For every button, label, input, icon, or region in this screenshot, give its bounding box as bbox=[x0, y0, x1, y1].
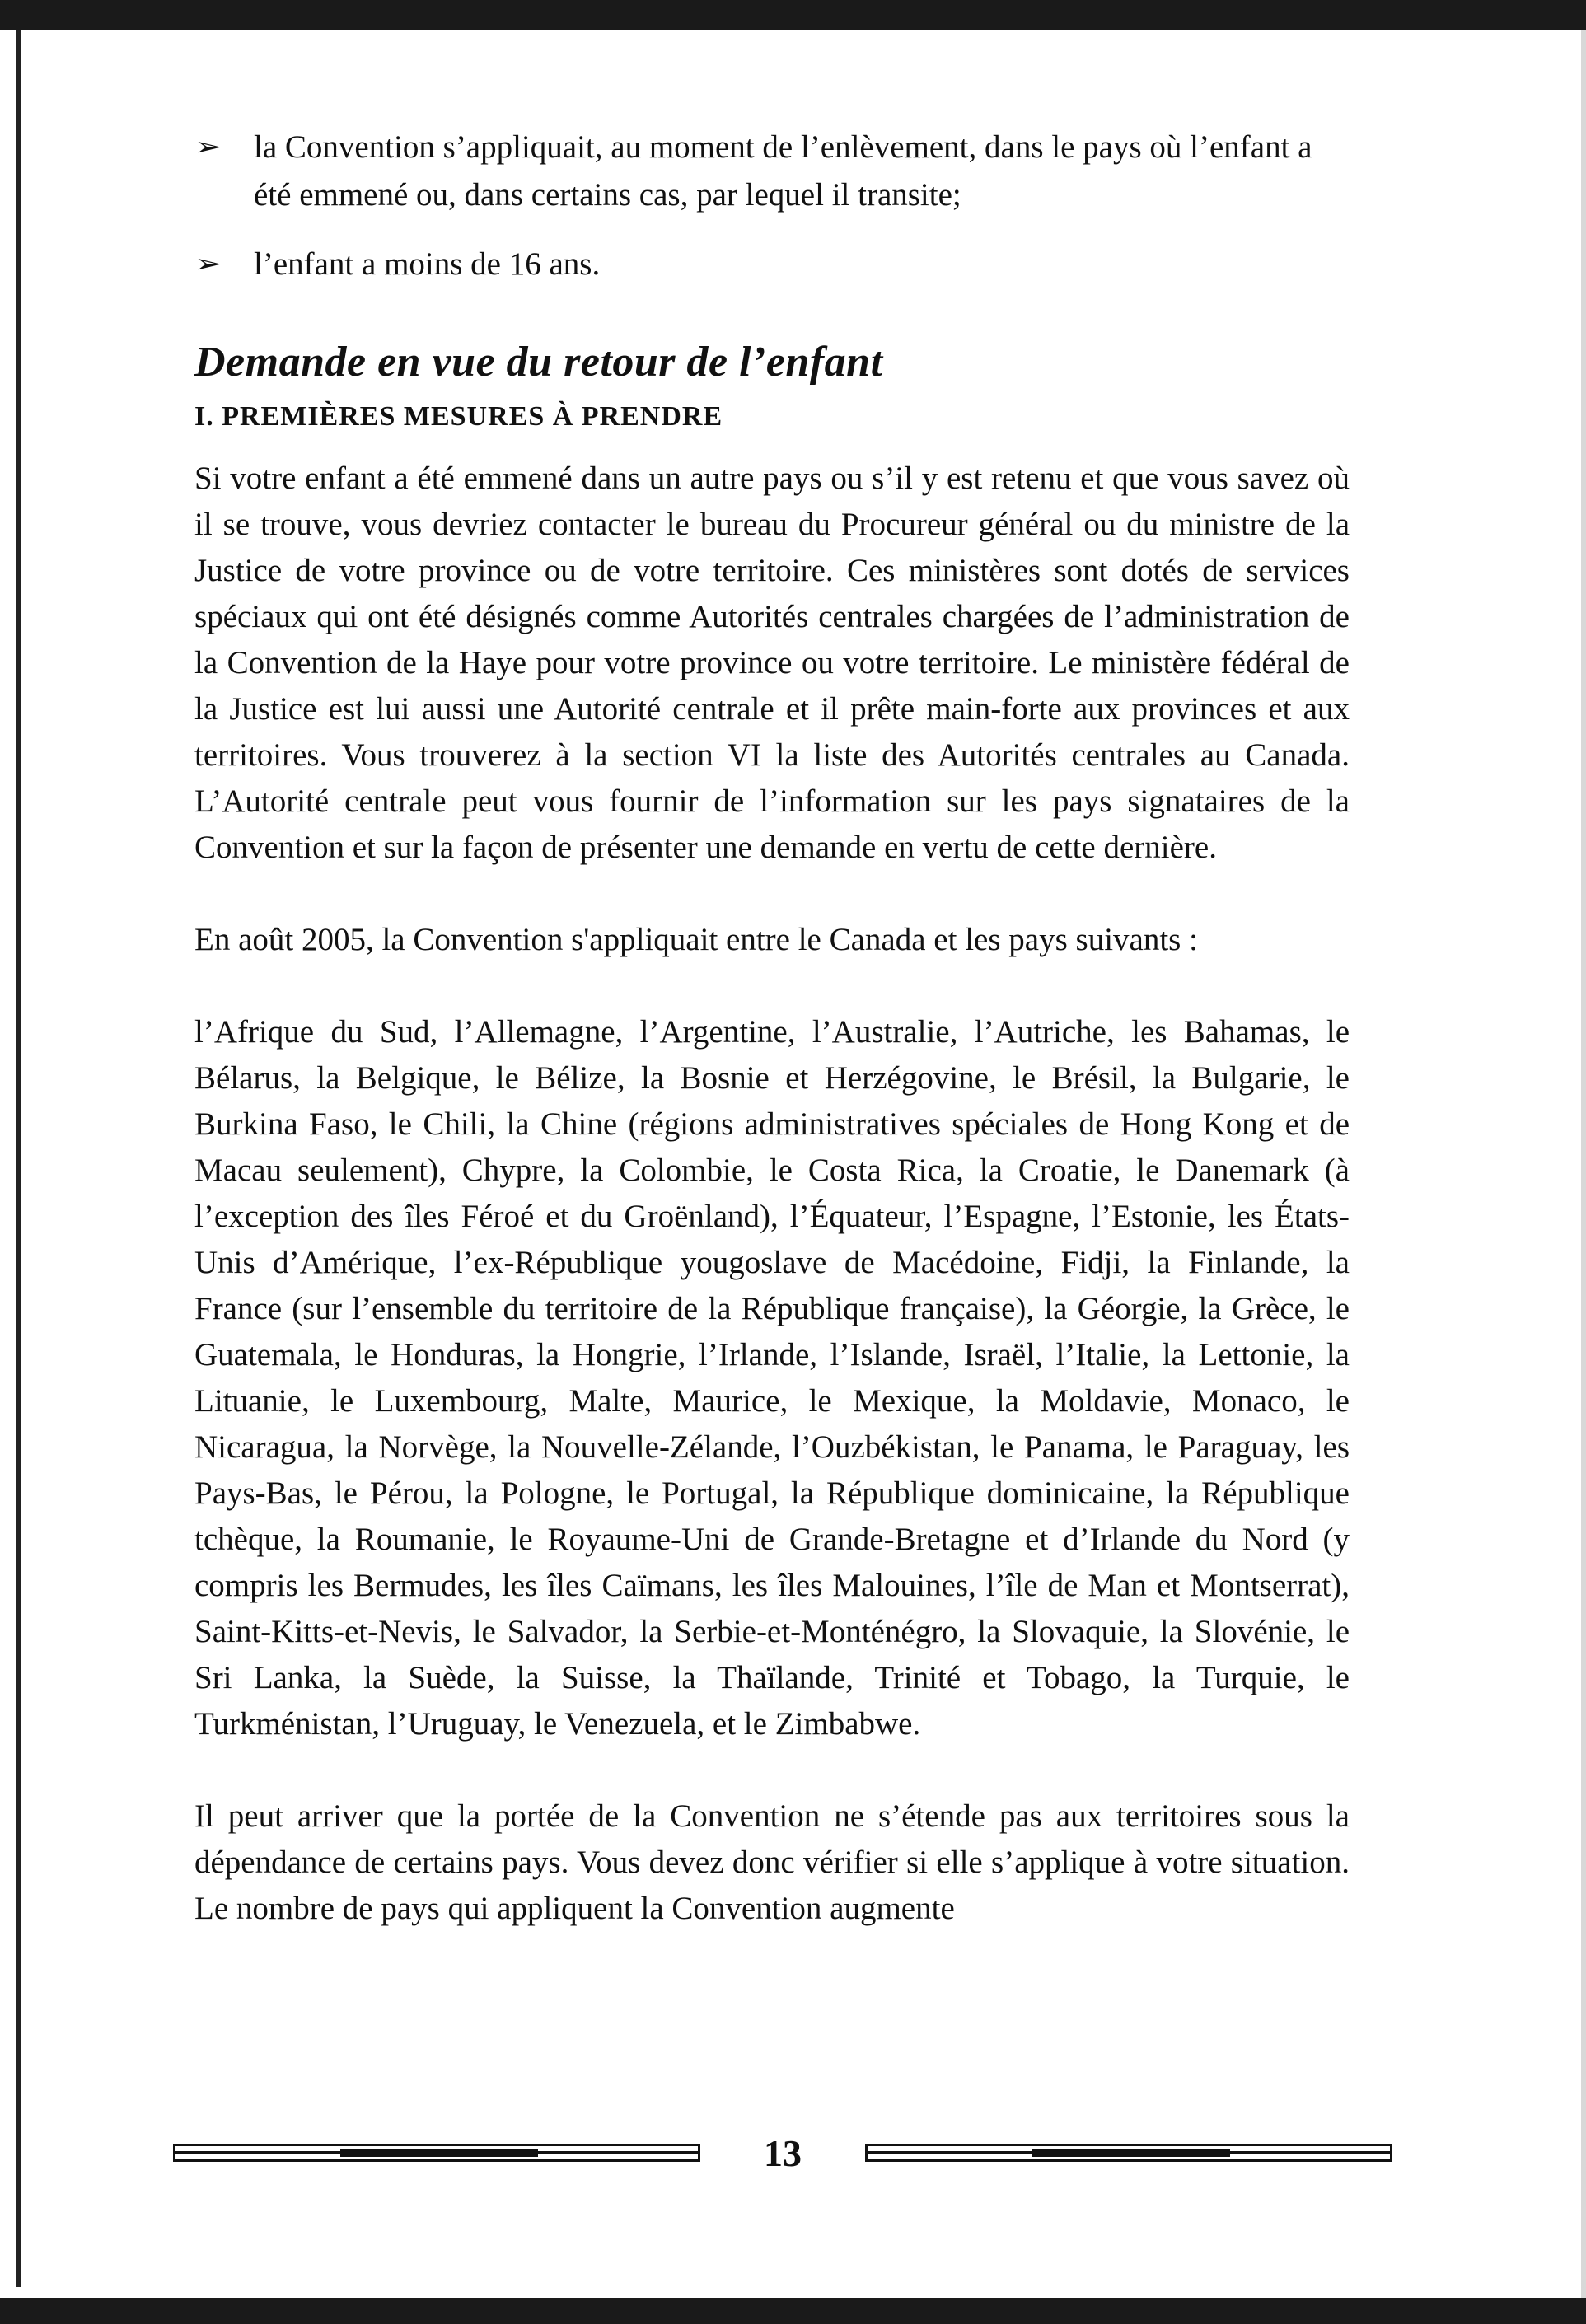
paragraph-central-authorities: Si votre enfant a été emmené dans un autre pays ou s’il y est retenu et que vous savez où il se trouve, vous devriez contacter le bureau du Procureur général ou du ministre de la Justice de votre province ou de votre territoire. Ces ministères sont dotés de services spéciaux qui ont été désignés comme Autorités centrales chargées de l’administration de la Convention de la Haye pour votre province ou votre territoire. Le ministère fédéral de la Justice est lui aussi une Autorité centrale et il prête main-forte aux provinces et aux territoires. Vous trouverez à la section VI la liste des Autorités centrales au Canada. L’Autorité centrale peut vous fournir de l’information sur les pays signataires de la Convention et sur la façon de présenter une demande en vertu de cette dernière. bbox=[194, 461, 1350, 865]
section-heading: Demande en vue du retour de l’enfant bbox=[194, 339, 883, 386]
scan-border-right bbox=[1581, 30, 1586, 2298]
footer-rule-right bbox=[865, 2144, 1392, 2162]
paragraph-territories: Il peut arriver que la portée de la Convention ne s’étende pas aux territoires sous la dépendance de certains pays. Vous devez donc vérifier si elle s’applique à votre situation. Le nombre de pays qui appliquent la Convention augmente bbox=[194, 1798, 1350, 1926]
page-number: 13 bbox=[764, 2131, 802, 2174]
section-subheading: I. PREMIÈRES MESURES À PRENDRE bbox=[194, 401, 723, 432]
paragraph-country-list: l’Afrique du Sud, l’Allemagne, l’Argentine, l’Australie, l’Autriche, les Bahamas, le Bélarus, la Belgique, le Bélize, la Bosnie et Herzégovine, le Brésil, la Bulgarie, le Burkina Faso, le Chili, la Chine (régions administratives spéciales de Hong Kong et de Macau seulement), Chypre, la Colombie, le Costa Rica, la Croatie, le Danemark (à l’exception des îles Féroé et du Groënland), l’Équateur, l’Espagne, l’Estonie, les États-Unis d’Amérique, l’ex-République yougoslave de Macédoine, Fidji, la Finlande, la France (sur l’ensemble du territoire de la République française), la Géorgie, la Grèce, le Guatemala, le Honduras, la Hongrie, l’Irlande, l’Islande, Israël, l’Italie, la Lettonie, la Lituanie, le Luxembourg, Malte, Maurice, le Mexique, la Moldavie, Monaco, le Nicaragua, la Norvège, la Nouvelle-Zélande, l’Ouzbékistan, le Panama, le Paraguay, les Pays-Bas, le Pérou, la Pologne, le Portugal, la République dominicaine, la République tchèque, la Roumanie, le Royaume-Uni de Grande-Bretagne et d’Irlande du Nord (y compris les Bermudes, les îles Caïmans, les îles Malouines, l’île de Man et Montserrat), Saint-Kitts-et-Nevis, le Salvador, la Serbie-et-Monténégro, la Slovaquie, la Slovénie, le Sri Lanka, la Suède, la Suisse, la Thaïlande, Trinité et Tobago, la Turquie, le Turkménistan, l’Uruguay, le Venezuela, et le Zimbabwe. bbox=[194, 1014, 1350, 1742]
list-item bbox=[194, 241, 1350, 288]
footer-rule-left bbox=[173, 2144, 700, 2162]
bullet-list bbox=[194, 124, 1350, 288]
bullet-text: l’enfant a moins de 16 ans. bbox=[254, 246, 601, 282]
page-footer bbox=[173, 2132, 1392, 2173]
scan-border-top bbox=[0, 0, 1586, 30]
scan-border-bottom bbox=[0, 2298, 1586, 2324]
arrow-bullet-icon: ➢ bbox=[194, 250, 222, 278]
bullet-text: la Convention s’appliquait, au moment de l’enlèvement, dans le pays où l’enfant a été emmené ou, dans certains cas, par lequel il transite; bbox=[254, 129, 1312, 213]
document-page bbox=[194, 124, 1350, 1978]
list-item bbox=[194, 124, 1350, 219]
arrow-bullet-icon: ➢ bbox=[194, 133, 222, 161]
scan-border-left bbox=[0, 30, 33, 2287]
paragraph-convention-date: En août 2005, la Convention s'appliquait entre le Canada et les pays suivants : bbox=[194, 922, 1198, 957]
